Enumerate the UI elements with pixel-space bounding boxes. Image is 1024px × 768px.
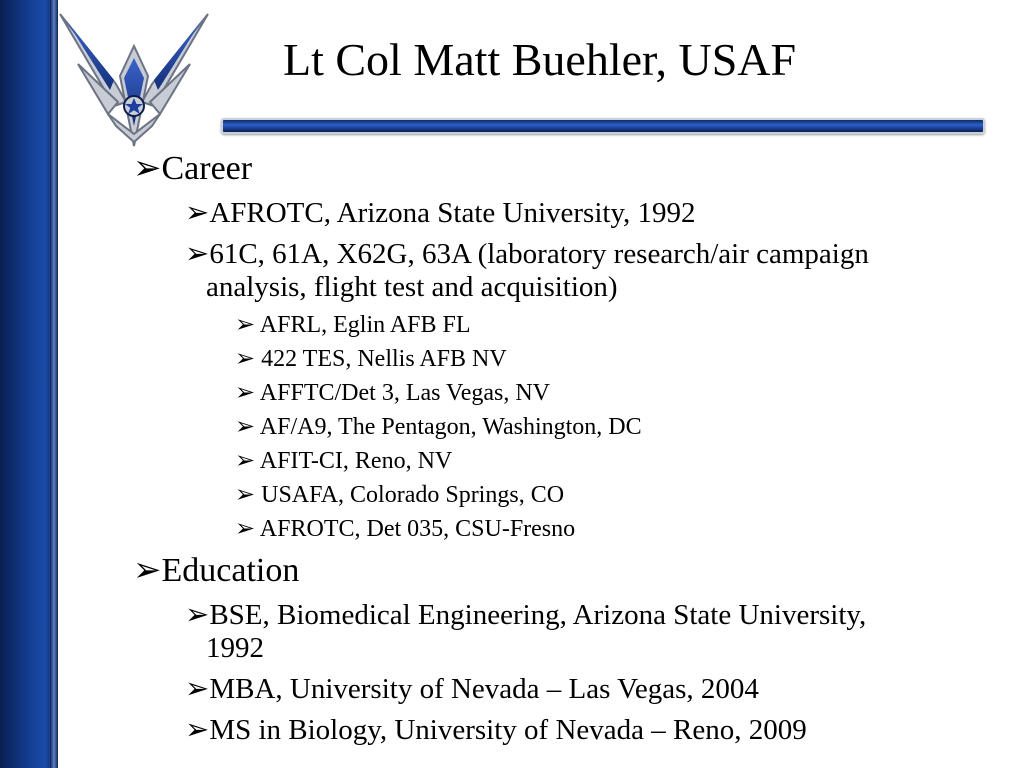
- bullet-arrow-icon: ➢: [235, 346, 256, 372]
- bullet-bse: ➢BSE, Biomedical Engineering, Arizona State University,: [185, 599, 867, 631]
- slide-title: Lt Col Matt Buehler, USAF: [283, 34, 797, 85]
- subbullet-item: ➢ AF/A9, The Pentagon, Washington, DC: [235, 414, 642, 440]
- bullet-arrow-icon: ➢: [185, 714, 210, 746]
- bullet-afsc-codes-continued: analysis, flight test and acquisition): [206, 271, 618, 303]
- subbullet-item: ➢ AFRL, Eglin AFB FL: [235, 312, 471, 338]
- section-label: Career: [161, 150, 253, 187]
- air-force-wings-icon: [56, 6, 212, 150]
- title-underline-bar: [221, 118, 985, 134]
- bullet-arrow-icon: ➢: [133, 150, 162, 187]
- bullet-arrow-icon: ➢: [235, 380, 256, 406]
- bullet-arrow-icon: ➢: [185, 599, 210, 631]
- section-label: Education: [161, 552, 300, 589]
- subbullet-item: ➢ USAFA, Colorado Springs, CO: [235, 482, 565, 508]
- bullet-arrow-icon: ➢: [185, 197, 210, 229]
- subbullet-item: ➢ AFROTC, Det 035, CSU-Fresno: [235, 516, 576, 542]
- bullet-arrow-icon: ➢: [133, 552, 162, 589]
- bullet-arrow-icon: ➢: [185, 238, 210, 270]
- bullet-arrow-icon: ➢: [235, 448, 256, 474]
- subbullet-item: ➢ 422 TES, Nellis AFB NV: [235, 346, 507, 372]
- subbullet-item: ➢ AFFTC/Det 3, Las Vegas, NV: [235, 380, 551, 406]
- bullet-afrotc-asu: ➢AFROTC, Arizona State University, 1992: [185, 197, 696, 229]
- bullet-mba: ➢MBA, University of Nevada – Las Vegas, 2004: [185, 673, 759, 705]
- bullet-arrow-icon: ➢: [235, 516, 256, 542]
- bullet-bse-continued: 1992: [206, 632, 264, 664]
- bullet-arrow-icon: ➢: [235, 482, 256, 508]
- bullet-afsc-codes: ➢61C, 61A, X62G, 63A (laboratory research/air campaign: [185, 238, 869, 270]
- bullet-arrow-icon: ➢: [235, 312, 256, 338]
- bullet-ms: ➢MS in Biology, University of Nevada – Reno, 2009: [185, 714, 807, 746]
- subbullet-item: ➢ AFIT-CI, Reno, NV: [235, 448, 453, 474]
- bullet-career: [133, 149, 252, 189]
- bullet-arrow-icon: ➢: [235, 414, 256, 440]
- bullet-education: [133, 551, 299, 591]
- bullet-arrow-icon: ➢: [185, 673, 210, 705]
- left-sidebar-band: [0, 0, 56, 768]
